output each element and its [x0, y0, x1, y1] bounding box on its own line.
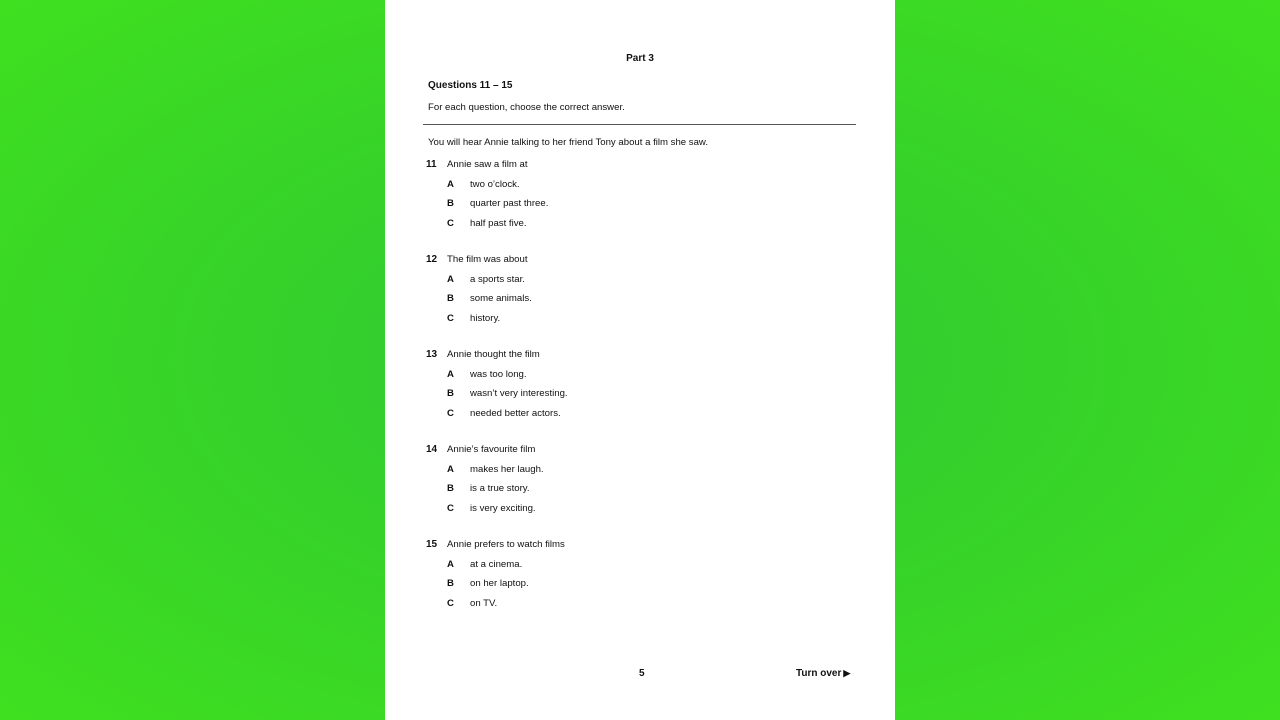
option-text: quarter past three. — [470, 198, 549, 209]
option-text: half past five. — [470, 218, 527, 229]
option-text: on TV. — [470, 598, 498, 609]
option-text: is a true story. — [470, 483, 530, 494]
option-c — [447, 218, 527, 229]
question-number: 15 — [426, 539, 438, 550]
question-text: The film was about — [447, 254, 528, 265]
option-text: wasn’t very interesting. — [470, 388, 568, 399]
context-text: You will hear Annie talking to her friend Tony about a film she saw. — [428, 137, 708, 148]
option-letter: A — [447, 559, 454, 570]
option-letter: C — [447, 598, 454, 609]
option-letter: C — [447, 503, 454, 514]
question-12 — [426, 254, 846, 334]
option-text: some animals. — [470, 293, 532, 304]
option-letter: B — [447, 388, 454, 399]
question-stem — [426, 349, 540, 360]
option-a — [447, 559, 522, 570]
option-c — [447, 313, 500, 324]
option-c — [447, 503, 536, 514]
question-stem — [426, 159, 528, 170]
option-letter: A — [447, 274, 454, 285]
option-b — [447, 578, 529, 589]
option-letter: A — [447, 179, 454, 190]
turn-over-text: Turn over — [796, 668, 842, 679]
option-text: was too long. — [470, 369, 527, 380]
question-number: 12 — [426, 254, 438, 265]
question-stem — [426, 539, 565, 550]
question-stem — [426, 444, 535, 455]
option-text: on her laptop. — [470, 578, 529, 589]
question-number: 13 — [426, 349, 438, 360]
exam-page — [385, 0, 895, 720]
question-text: Annie prefers to watch films — [447, 539, 565, 550]
question-stem — [426, 254, 528, 265]
question-number: 11 — [426, 159, 437, 170]
option-letter: A — [447, 464, 454, 475]
option-a — [447, 369, 527, 380]
question-text: Annie saw a film at — [447, 159, 528, 170]
option-text: history. — [470, 313, 501, 324]
question-text: Annie’s favourite film — [447, 444, 536, 455]
option-letter: C — [447, 408, 454, 419]
option-text: makes her laugh. — [470, 464, 544, 475]
option-text: is very exciting. — [470, 503, 536, 514]
option-letter: C — [447, 218, 454, 229]
option-letter: A — [447, 369, 454, 380]
option-b — [447, 293, 532, 304]
turn-over-label — [796, 668, 850, 679]
triangle-right-icon: ▶ — [843, 668, 851, 678]
question-text: Annie thought the film — [447, 349, 540, 360]
question-14 — [426, 444, 846, 524]
questions-range-heading: Questions 11 – 15 — [428, 80, 513, 91]
option-a — [447, 274, 525, 285]
option-text: a sports star. — [470, 274, 525, 285]
option-b — [447, 388, 568, 399]
option-letter: B — [447, 293, 454, 304]
option-a — [447, 464, 544, 475]
option-b — [447, 483, 530, 494]
option-letter: C — [447, 313, 454, 324]
option-a — [447, 179, 520, 190]
page-number: 5 — [639, 668, 645, 679]
option-text: needed better actors. — [470, 408, 561, 419]
question-number: 14 — [426, 444, 438, 455]
part-title: Part 3 — [626, 53, 654, 64]
option-text: two o’clock. — [470, 179, 520, 190]
divider-line — [423, 124, 856, 125]
option-letter: B — [447, 198, 454, 209]
question-15 — [426, 539, 846, 619]
question-11 — [426, 159, 846, 239]
question-13 — [426, 349, 846, 429]
option-text: at a cinema. — [470, 559, 523, 570]
option-b — [447, 198, 548, 209]
option-letter: B — [447, 483, 454, 494]
option-letter: B — [447, 578, 454, 589]
instruction-text: For each question, choose the correct answer. — [428, 102, 625, 113]
option-c — [447, 598, 497, 609]
option-c — [447, 408, 561, 419]
